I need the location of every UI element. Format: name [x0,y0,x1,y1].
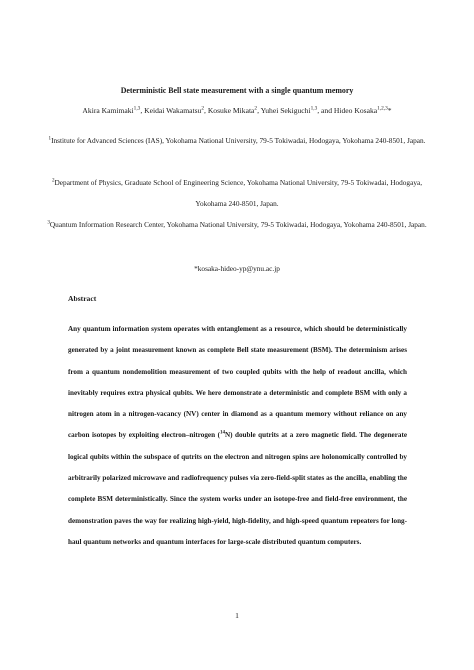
affiliation-1 [40,130,434,151]
affiliation-text: Institute for Advanced Sciences (IAS), Yokohama National University, 79-5 Tokiwadai, Hodogaya, Yokohama 240-8501, Japan. [51,136,426,145]
abstract-text-part2: N) double qutrits at a zero magnetic field. The degenerate logical qubits within the subspace of qutrits on the electron and nitrogen spins are holonomically controlled by arbitrarily polarized microwave and radiofrequency pulses via zero-field-split states as the ancilla, enabling the complete BSM deterministically. Since the system works under an isotope-free and field-free environment, the demonstration paves the way for realizing high-yield, high-fidelity, and high-speed quantum repeaters for long-haul quantum networks and quantum interfaces for large-scale distributed quantum computers. [68,431,408,546]
author-separator: , [204,106,208,115]
author-name: Hideo Kosaka [333,106,378,115]
author-affiliation-marker: 2 [201,105,205,112]
paper-title: Deterministic Bell state measurement with a single quantum memory [120,86,354,95]
affiliation-3 [40,214,434,235]
author-name: Keidai Wakamatsu [144,106,202,115]
affiliation-marker: 2 [51,177,55,184]
author-name: Akira Kamimaki [82,106,134,115]
author-name: Yuhei Sekiguchi [260,106,311,115]
affiliation-text: Department of Physics, Graduate School of Engineering Science, Yokohama National University, 79-5 Tokiwadai, Hodogaya, Yokohama 240-8501, Japan. [54,178,423,208]
author-affiliation-marker: 1,2,3 [377,105,388,112]
affiliation-marker: 3 [47,219,50,226]
author-affiliation-marker: 1,3 [310,105,318,112]
corresponding-author-mark: * [387,106,392,115]
page-number: 1 [235,611,239,620]
abstract-text-part1: Any quantum information system operates with entanglement as a resource, which should be deterministically generated by a joint measurement known as complete Bell state measurement (BSM). The determinism arises from a quantum nondemolition measurement of two coupled qubits with the help of readout ancilla, which inevitably requires extra physical qubits. We here demonstrate a deterministic and complete BSM with only a nitrogen atom in a nitrogen-vacancy (NV) center in diamond as a quantum memory without reliance on any carbon isotopes by exploiting electron–nitrogen ( [68,325,407,440]
author-separator: , [140,106,145,115]
abstract-body [68,319,407,553]
abstract-heading: Abstract [68,294,97,303]
affiliation-marker: 1 [48,135,52,142]
author-affiliation-marker: 1,3 [133,105,141,112]
author-affiliation-marker: 2 [254,105,258,112]
author-separator: , [257,106,261,115]
author-list [0,106,474,115]
affiliation-text: Quantum Information Research Center, Yokohama National University, 79-5 Tokiwadai, Hodogaya, Yokohama 240-8501, Japan. [49,220,427,229]
author-name: Kosuke Mikata [207,106,255,115]
affiliation-2 [40,172,434,214]
isotope-superscript: 14 [219,431,225,437]
corresponding-email: *kosaka-hideo-yp@ynu.ac.jp [194,264,280,273]
author-separator: , and [317,106,334,115]
